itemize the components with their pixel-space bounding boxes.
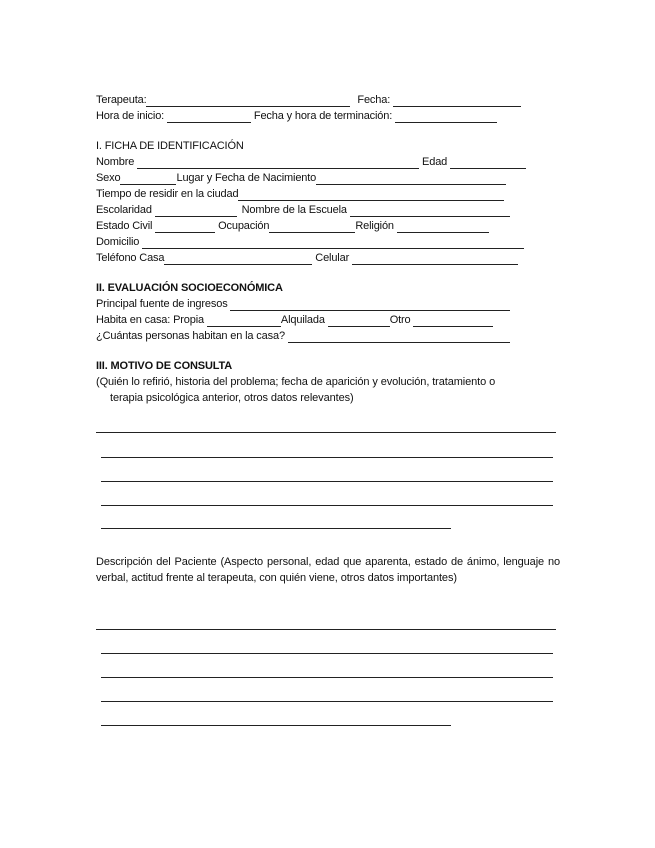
- schooling-label: Escolaridad: [96, 204, 152, 216]
- name-row: [96, 155, 526, 169]
- address-label: Domicilio: [96, 236, 140, 248]
- income-row: [96, 297, 510, 311]
- description-text: Descripción del Paciente (Aspecto personal, edad que aparenta, estado de ánimo, lenguaje no verbal, actitud frente al terapeuta, con quién viene, otros datos importantes): [96, 556, 560, 584]
- section3-title: [96, 359, 232, 373]
- civil-row: [96, 219, 489, 233]
- residence-label: Tiempo de residir en la ciudad: [96, 188, 239, 200]
- consultation-line-4[interactable]: [101, 505, 553, 506]
- address-row: [96, 235, 524, 249]
- consultation-line-5[interactable]: [101, 528, 451, 529]
- section3-title-text: III. MOTIVO DE CONSULTA: [96, 360, 233, 372]
- birth-field[interactable]: [316, 173, 506, 185]
- description-line-5[interactable]: [101, 725, 451, 726]
- occupation-label: Ocupación: [218, 220, 270, 232]
- occupation-field[interactable]: [269, 221, 355, 233]
- housing-label: Habita en casa: Propia: [96, 314, 204, 326]
- address-field[interactable]: [142, 237, 524, 249]
- cell-label: Celular: [315, 252, 350, 264]
- description-line-2[interactable]: [101, 653, 553, 654]
- therapist-field[interactable]: [146, 95, 350, 107]
- section2-title-text: II. EVALUACIÓN SOCIOECONÓMICA: [96, 282, 283, 294]
- description-line-4[interactable]: [101, 701, 553, 702]
- schooling-field[interactable]: [155, 205, 237, 217]
- schooling-row: [96, 203, 510, 217]
- home-phone-field[interactable]: [164, 253, 312, 265]
- school-name-label: Nombre de la Escuela: [241, 204, 347, 216]
- sex-label: Sexo: [96, 172, 121, 184]
- other-label: Otro: [389, 314, 411, 326]
- therapist-row: [96, 93, 521, 107]
- name-label: Nombre: [96, 156, 135, 168]
- civil-label: Estado Civil: [96, 220, 153, 232]
- rented-label: Alquilada: [280, 314, 325, 326]
- religion-label: Religión: [355, 220, 394, 232]
- therapist-label: Terapeuta:: [96, 94, 147, 106]
- people-row: [96, 329, 510, 343]
- consultation-line-1[interactable]: [96, 432, 556, 433]
- age-label: Edad: [422, 156, 448, 168]
- cell-field[interactable]: [352, 253, 518, 265]
- end-label: Fecha y hora de terminación:: [253, 110, 393, 122]
- income-label: Principal fuente de ingresos: [96, 298, 228, 310]
- start-time-label: Hora de inicio:: [96, 110, 165, 122]
- sex-field[interactable]: [120, 173, 176, 185]
- people-label: ¿Cuántas personas habitan en la casa?: [96, 330, 285, 342]
- income-field[interactable]: [230, 299, 510, 311]
- section1-title-text: I. FICHA DE IDENTIFICACIÓN: [96, 140, 244, 152]
- housing-row: [96, 313, 493, 327]
- rented-field[interactable]: [328, 315, 390, 327]
- section2-title: [96, 281, 283, 295]
- religion-field[interactable]: [397, 221, 489, 233]
- section3-note-line1: (Quién lo refirió, historia del problema; fecha de aparición y evolución, tratamiento o: [96, 376, 496, 388]
- school-name-field[interactable]: [350, 205, 510, 217]
- section3-note: [96, 374, 560, 406]
- name-field[interactable]: [137, 157, 419, 169]
- sex-row: [96, 171, 506, 185]
- description-line-3[interactable]: [101, 677, 553, 678]
- consultation-line-2[interactable]: [101, 457, 553, 458]
- end-field[interactable]: [395, 111, 497, 123]
- other-field[interactable]: [413, 315, 493, 327]
- home-phone-label: Teléfono Casa: [96, 252, 165, 264]
- residence-row: [96, 187, 504, 201]
- description-line-1[interactable]: [96, 629, 556, 630]
- date-field[interactable]: [393, 95, 521, 107]
- section3-note-line2: terapia psicológica anterior, otros datos relevantes): [110, 392, 354, 404]
- people-field[interactable]: [288, 331, 510, 343]
- date-label: Fecha:: [357, 94, 391, 106]
- civil-field[interactable]: [155, 221, 215, 233]
- birth-label: Lugar y Fecha de Nacimiento: [176, 172, 317, 184]
- phone-row: [96, 251, 518, 265]
- time-row: [96, 109, 497, 123]
- owned-field[interactable]: [207, 315, 281, 327]
- consultation-line-3[interactable]: [101, 481, 553, 482]
- section1-title: [96, 139, 244, 153]
- start-time-field[interactable]: [167, 111, 251, 123]
- age-field[interactable]: [450, 157, 526, 169]
- residence-field[interactable]: [238, 189, 504, 201]
